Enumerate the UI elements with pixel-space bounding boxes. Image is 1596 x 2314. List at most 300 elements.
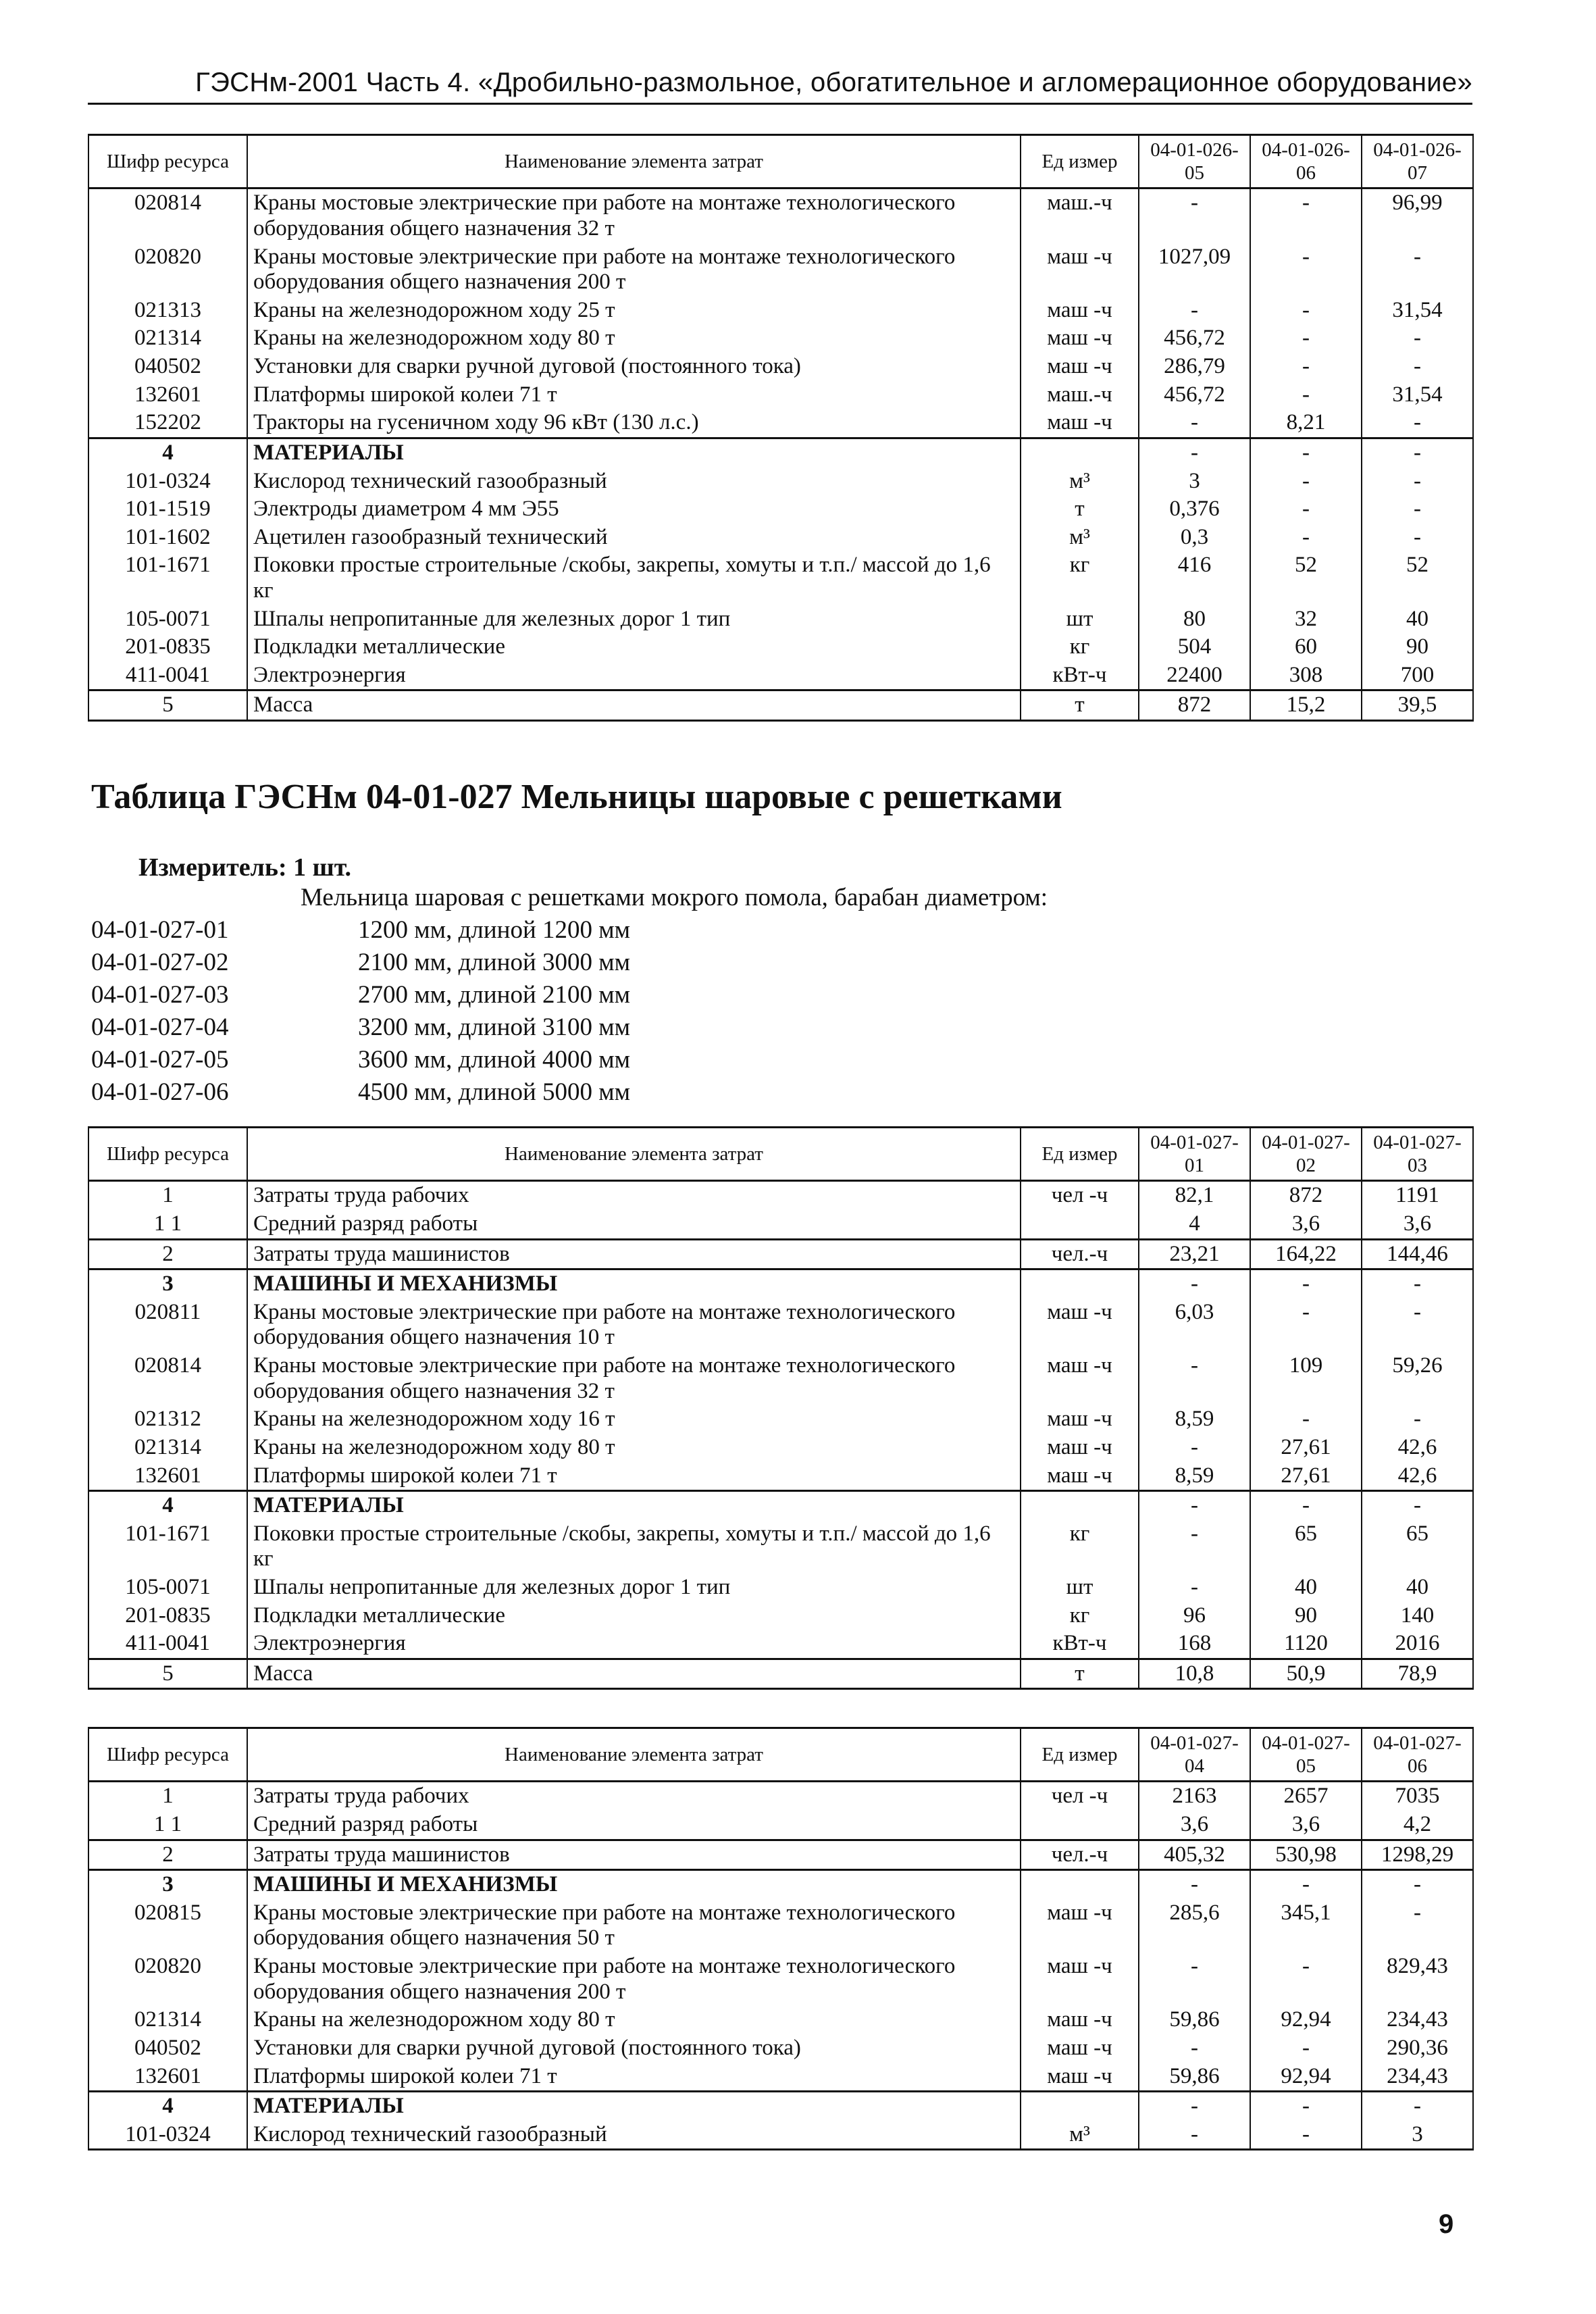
resource-code: 020814 — [88, 1352, 247, 1405]
resource-unit: м³ — [1021, 524, 1139, 552]
section-row — [88, 438, 1473, 467]
value-cell: - — [1362, 1405, 1473, 1434]
resource-unit: маш.-ч — [1021, 188, 1139, 243]
table-row — [88, 524, 1473, 552]
value-cell: - — [1250, 353, 1362, 381]
value-cell: - — [1139, 188, 1250, 243]
value-cell: 7035 — [1362, 1782, 1473, 1811]
value-cell: 96 — [1139, 1602, 1250, 1630]
resource-code: 411-0041 — [88, 661, 247, 690]
column-header: Шифр ресурса — [88, 1728, 247, 1782]
resource-unit: шт — [1021, 1574, 1139, 1602]
value-cell: 59,86 — [1139, 2006, 1250, 2034]
variant-description: 3600 мм, длиной 4000 мм — [358, 1046, 631, 1074]
value-cell: - — [1250, 2034, 1362, 2063]
table-row — [88, 1299, 1473, 1352]
value-cell: 0,3 — [1139, 524, 1250, 552]
resource-name: Подкладки металлические — [247, 1602, 1021, 1630]
table-row — [88, 468, 1473, 496]
value-cell: - — [1139, 297, 1250, 325]
resource-unit: кВт-ч — [1021, 1630, 1139, 1659]
column-header: 04-01-027-05 — [1250, 1728, 1362, 1782]
resource-unit: маш -ч — [1021, 1405, 1139, 1434]
value-cell: - — [1362, 468, 1473, 496]
table-row — [88, 1210, 1473, 1239]
resource-code: 105-0071 — [88, 605, 247, 634]
value-cell: - — [1139, 1352, 1250, 1405]
value-cell: 290,36 — [1362, 2034, 1473, 2063]
value-cell: 1120 — [1250, 1630, 1362, 1659]
table-row — [88, 605, 1473, 634]
value-cell: 65 — [1250, 1520, 1362, 1574]
value-cell: 31,54 — [1362, 297, 1473, 325]
resource-code: 201-0835 — [88, 1602, 247, 1630]
resource-name: Поковки простые строительные /скобы, закрепы, хомуты и т.п./ массой до 1,6 кг — [247, 1520, 1021, 1574]
resource-code: 1 — [88, 1181, 247, 1210]
resource-code: 152202 — [88, 409, 247, 438]
resource-code: 021314 — [88, 324, 247, 353]
resource-code: 132601 — [88, 381, 247, 409]
value-cell: 405,32 — [1139, 1840, 1250, 1870]
value-cell: 96,99 — [1362, 188, 1473, 243]
value-cell: 52 — [1362, 551, 1473, 605]
table-row — [88, 243, 1473, 297]
variant-description: 2700 мм, длиной 2100 мм — [358, 981, 631, 1009]
column-header: Наименование элемента затрат — [247, 1128, 1021, 1181]
resource-unit: маш.-ч — [1021, 381, 1139, 409]
table-row — [88, 1434, 1473, 1462]
resource-unit: чел.-ч — [1021, 1840, 1139, 1870]
value-cell: 345,1 — [1250, 1899, 1362, 1953]
value-cell: - — [1362, 243, 1473, 297]
table-header-row — [88, 1128, 1473, 1181]
variant-description: 3200 мм, длиной 3100 мм — [358, 1013, 631, 1041]
resource-unit: маш -ч — [1021, 2034, 1139, 2063]
resource-unit: кВт-ч — [1021, 661, 1139, 690]
value-cell: - — [1139, 2034, 1250, 2063]
column-header: 04-01-027-06 — [1362, 1728, 1473, 1782]
running-header: ГЭСНм-2001 Часть 4. «Дробильно-размольное, обогатительное и агломерационное оборудование» — [195, 68, 1472, 97]
value-cell: - — [1250, 297, 1362, 325]
resource-name: МАШИНЫ И МЕХАНИЗМЫ — [247, 1269, 1021, 1299]
value-cell: 456,72 — [1139, 324, 1250, 353]
resource-name: Краны мостовые электрические при работе на монтаже технологического оборудования общего назначения 200 т — [247, 243, 1021, 297]
resource-name: Электроэнергия — [247, 661, 1021, 690]
resource-name: Кислород технический газообразный — [247, 468, 1021, 496]
value-cell: - — [1139, 438, 1250, 467]
resource-name: Затраты труда машинистов — [247, 1840, 1021, 1870]
variant-description: 4500 мм, длиной 5000 мм — [358, 1078, 631, 1106]
resource-code: 040502 — [88, 2034, 247, 2063]
resource-code: 4 — [88, 438, 247, 467]
resource-unit: маш -ч — [1021, 1462, 1139, 1491]
table-row — [88, 1602, 1473, 1630]
value-cell: - — [1139, 1269, 1250, 1299]
value-cell: 22400 — [1139, 661, 1250, 690]
page-number: 9 — [1439, 2209, 1454, 2239]
value-cell: 40 — [1362, 605, 1473, 634]
value-cell: - — [1250, 1405, 1362, 1434]
value-cell: 234,43 — [1362, 2063, 1473, 2092]
variant-list — [91, 915, 630, 1110]
value-cell: 3,6 — [1139, 1811, 1250, 1840]
value-cell: 50,9 — [1250, 1659, 1362, 1689]
table-row — [88, 409, 1473, 438]
resource-name: Поковки простые строительные /скобы, закрепы, хомуты и т.п./ массой до 1,6 кг — [247, 551, 1021, 605]
value-cell: 10,8 — [1139, 1659, 1250, 1689]
value-cell: 32 — [1250, 605, 1362, 634]
resource-code: 101-1519 — [88, 495, 247, 524]
value-cell: - — [1250, 438, 1362, 467]
table-row — [88, 1239, 1473, 1269]
value-cell: 168 — [1139, 1630, 1250, 1659]
table-row — [88, 495, 1473, 524]
value-cell: 52 — [1250, 551, 1362, 605]
resource-name: Электроэнергия — [247, 1630, 1021, 1659]
value-cell: - — [1362, 524, 1473, 552]
variant-code: 04-01-027-04 — [91, 1013, 229, 1041]
column-header: Шифр ресурса — [88, 135, 247, 188]
resource-unit: маш -ч — [1021, 1953, 1139, 2006]
value-cell: 3 — [1362, 2121, 1473, 2150]
resource-code: 020820 — [88, 243, 247, 297]
value-cell: 78,9 — [1362, 1659, 1473, 1689]
variant-item — [91, 980, 630, 1013]
variant-item — [91, 1078, 630, 1110]
resource-name: Краны на железнодорожном ходу 25 т — [247, 297, 1021, 325]
resource-code: 101-0324 — [88, 2121, 247, 2150]
resource-code: 3 — [88, 1269, 247, 1299]
table-row — [88, 1574, 1473, 1602]
resource-unit: м³ — [1021, 2121, 1139, 2150]
value-cell: 90 — [1250, 1602, 1362, 1630]
resource-code: 132601 — [88, 1462, 247, 1491]
resource-name: Затраты труда машинистов — [247, 1239, 1021, 1269]
value-cell: 4,2 — [1362, 1811, 1473, 1840]
table-row — [88, 551, 1473, 605]
resource-table-026 — [88, 134, 1474, 722]
table-row — [88, 324, 1473, 353]
column-header: 04-01-027-02 — [1250, 1128, 1362, 1181]
value-cell: - — [1362, 438, 1473, 467]
value-cell: 92,94 — [1250, 2006, 1362, 2034]
resource-code: 1 1 — [88, 1210, 247, 1239]
resource-name: Кислород технический газообразный — [247, 2121, 1021, 2150]
value-cell: 286,79 — [1139, 353, 1250, 381]
value-cell: - — [1250, 495, 1362, 524]
resource-code: 101-1602 — [88, 524, 247, 552]
value-cell: 700 — [1362, 661, 1473, 690]
value-cell: - — [1139, 1520, 1250, 1574]
value-cell: - — [1250, 243, 1362, 297]
resource-name: Средний разряд работы — [247, 1811, 1021, 1840]
column-header: 04-01-026-05 — [1139, 135, 1250, 188]
resource-unit: маш -ч — [1021, 1299, 1139, 1352]
value-cell: 42,6 — [1362, 1462, 1473, 1491]
resource-unit: маш -ч — [1021, 1434, 1139, 1462]
resource-code: 2 — [88, 1239, 247, 1269]
resource-unit: кг — [1021, 551, 1139, 605]
resource-name: Средний разряд работы — [247, 1210, 1021, 1239]
value-cell: - — [1139, 1870, 1250, 1899]
resource-code: 1 — [88, 1782, 247, 1811]
value-cell: - — [1139, 409, 1250, 438]
table-row — [88, 353, 1473, 381]
table-row — [88, 1811, 1473, 1840]
resource-code: 021313 — [88, 297, 247, 325]
resource-name: Тракторы на гусеничном ходу 96 кВт (130 л.с.) — [247, 409, 1021, 438]
resource-unit: маш -ч — [1021, 409, 1139, 438]
value-cell: 31,54 — [1362, 381, 1473, 409]
resource-code: 101-1671 — [88, 1520, 247, 1574]
value-cell: - — [1250, 524, 1362, 552]
variant-item — [91, 1013, 630, 1045]
value-cell: 40 — [1250, 1574, 1362, 1602]
resource-name: Платформы широкой колеи 71 т — [247, 1462, 1021, 1491]
resource-name: Затраты труда рабочих — [247, 1782, 1021, 1811]
resource-unit: м³ — [1021, 468, 1139, 496]
value-cell: 2163 — [1139, 1782, 1250, 1811]
value-cell: - — [1362, 324, 1473, 353]
value-cell: 109 — [1250, 1352, 1362, 1405]
value-cell: 65 — [1362, 1520, 1473, 1574]
value-cell: - — [1362, 353, 1473, 381]
column-header: Наименование элемента затрат — [247, 135, 1021, 188]
value-cell: 140 — [1362, 1602, 1473, 1630]
resource-name: Ацетилен газообразный технический — [247, 524, 1021, 552]
resource-unit: кг — [1021, 1520, 1139, 1574]
resource-name: Шпалы непропитанные для железных дорог 1 тип — [247, 1574, 1021, 1602]
variant-code: 04-01-027-03 — [91, 981, 229, 1009]
resource-unit — [1021, 1491, 1139, 1520]
value-cell: - — [1250, 1870, 1362, 1899]
resource-name: Подкладки металлические — [247, 633, 1021, 661]
value-cell: 4 — [1139, 1210, 1250, 1239]
resource-unit: маш -ч — [1021, 353, 1139, 381]
variant-item — [91, 915, 630, 948]
value-cell: 90 — [1362, 633, 1473, 661]
resource-unit: чел -ч — [1021, 1181, 1139, 1210]
resource-code: 020815 — [88, 1899, 247, 1953]
value-cell: 8,21 — [1250, 409, 1362, 438]
table-row — [88, 1630, 1473, 1659]
value-cell: 3,6 — [1250, 1210, 1362, 1239]
resource-code: 101-0324 — [88, 468, 247, 496]
value-cell: - — [1362, 1269, 1473, 1299]
resource-unit: маш -ч — [1021, 1352, 1139, 1405]
value-cell: - — [1250, 1953, 1362, 2006]
meter-label: Измеритель: 1 шт. — [138, 853, 352, 882]
variant-code: 04-01-027-06 — [91, 1078, 229, 1106]
resource-code: 5 — [88, 1659, 247, 1689]
table-row — [88, 381, 1473, 409]
value-cell: 39,5 — [1362, 690, 1473, 721]
value-cell: - — [1362, 1870, 1473, 1899]
value-cell: - — [1139, 1574, 1250, 1602]
table-header-row — [88, 1728, 1473, 1782]
value-cell: 504 — [1139, 633, 1250, 661]
table-row — [88, 1181, 1473, 1210]
value-cell: - — [1362, 1899, 1473, 1953]
resource-name: Краны на железнодорожном ходу 80 т — [247, 324, 1021, 353]
value-cell: - — [1250, 468, 1362, 496]
resource-code: 020811 — [88, 1299, 247, 1352]
resource-name: Краны на железнодорожном ходу 80 т — [247, 1434, 1021, 1462]
table-intro: Мельница шаровая с решетками мокрого помола, барабан диаметром: — [301, 884, 1048, 911]
value-cell: - — [1139, 2092, 1250, 2121]
section-row — [88, 1491, 1473, 1520]
value-cell: 15,2 — [1250, 690, 1362, 721]
value-cell: 2016 — [1362, 1630, 1473, 1659]
resource-name: Краны мостовые электрические при работе на монтаже технологического оборудования общего назначения 32 т — [247, 1352, 1021, 1405]
table-row — [88, 1840, 1473, 1870]
resource-name: Установки для сварки ручной дуговой (постоянного тока) — [247, 353, 1021, 381]
column-header: Ед измер — [1021, 1128, 1139, 1181]
value-cell: 40 — [1362, 1574, 1473, 1602]
resource-unit: шт — [1021, 605, 1139, 634]
section-row — [88, 1870, 1473, 1899]
value-cell: 8,59 — [1139, 1462, 1250, 1491]
resource-name: Масса — [247, 1659, 1021, 1689]
resource-name: МАТЕРИАЛЫ — [247, 2092, 1021, 2121]
resource-unit — [1021, 1811, 1139, 1840]
value-cell: - — [1250, 1491, 1362, 1520]
value-cell: - — [1250, 1299, 1362, 1352]
resource-name: Установки для сварки ручной дуговой (постоянного тока) — [247, 2034, 1021, 2063]
variant-code: 04-01-027-05 — [91, 1046, 229, 1074]
resource-table-027-part2 — [88, 1727, 1474, 2150]
table-row — [88, 690, 1473, 721]
resource-unit: маш -ч — [1021, 2006, 1139, 2034]
table-row — [88, 1520, 1473, 1574]
value-cell: 416 — [1139, 551, 1250, 605]
resource-name: МАТЕРИАЛЫ — [247, 1491, 1021, 1520]
resource-unit: маш -ч — [1021, 243, 1139, 297]
variant-description: 1200 мм, длиной 1200 мм — [358, 916, 631, 944]
resource-name: Платформы широкой колеи 71 т — [247, 2063, 1021, 2092]
resource-name: Краны мостовые электрические при работе на монтаже технологического оборудования общего назначения 200 т — [247, 1953, 1021, 2006]
table-row — [88, 188, 1473, 243]
resource-code: 132601 — [88, 2063, 247, 2092]
resource-unit: т — [1021, 495, 1139, 524]
resource-unit: кг — [1021, 633, 1139, 661]
resource-code: 4 — [88, 1491, 247, 1520]
value-cell: 59,86 — [1139, 2063, 1250, 2092]
value-cell: 164,22 — [1250, 1239, 1362, 1269]
value-cell: - — [1139, 2121, 1250, 2150]
table-row — [88, 2034, 1473, 2063]
resource-name: МАШИНЫ И МЕХАНИЗМЫ — [247, 1870, 1021, 1899]
column-header: Ед измер — [1021, 135, 1139, 188]
resource-unit: чел.-ч — [1021, 1239, 1139, 1269]
resource-unit — [1021, 438, 1139, 467]
value-cell: 80 — [1139, 605, 1250, 634]
value-cell: - — [1362, 409, 1473, 438]
value-cell: 0,376 — [1139, 495, 1250, 524]
variant-item — [91, 1045, 630, 1078]
resource-name: Краны мостовые электрические при работе на монтаже технологического оборудования общего назначения 50 т — [247, 1899, 1021, 1953]
value-cell: 60 — [1250, 633, 1362, 661]
value-cell: 3,6 — [1362, 1210, 1473, 1239]
resource-unit: маш -ч — [1021, 1899, 1139, 1953]
table-row — [88, 1659, 1473, 1689]
value-cell: 82,1 — [1139, 1181, 1250, 1210]
variant-item — [91, 948, 630, 980]
value-cell: - — [1139, 1953, 1250, 2006]
resource-name: Краны мостовые электрические при работе на монтаже технологического оборудования общего назначения 10 т — [247, 1299, 1021, 1352]
value-cell: - — [1250, 188, 1362, 243]
value-cell: 456,72 — [1139, 381, 1250, 409]
resource-unit — [1021, 1870, 1139, 1899]
table-title: Таблица ГЭСНм 04-01-027 Мельницы шаровые с решетками — [91, 778, 1062, 816]
table-row — [88, 1953, 1473, 2006]
resource-unit — [1021, 2092, 1139, 2121]
value-cell: - — [1362, 2092, 1473, 2121]
resource-code: 040502 — [88, 353, 247, 381]
resource-code: 2 — [88, 1840, 247, 1870]
value-cell: - — [1362, 1491, 1473, 1520]
resource-unit: кг — [1021, 1602, 1139, 1630]
resource-unit: маш -ч — [1021, 2063, 1139, 2092]
resource-code: 101-1671 — [88, 551, 247, 605]
value-cell: 144,46 — [1362, 1239, 1473, 1269]
value-cell: 27,61 — [1250, 1434, 1362, 1462]
value-cell: 92,94 — [1250, 2063, 1362, 2092]
value-cell: 1191 — [1362, 1181, 1473, 1210]
resource-unit: т — [1021, 690, 1139, 721]
section-row — [88, 1269, 1473, 1299]
value-cell: 234,43 — [1362, 2006, 1473, 2034]
value-cell: 59,26 — [1362, 1352, 1473, 1405]
resource-code: 021312 — [88, 1405, 247, 1434]
value-cell: - — [1250, 2092, 1362, 2121]
resource-code: 4 — [88, 2092, 247, 2121]
value-cell: - — [1139, 1491, 1250, 1520]
resource-name: МАТЕРИАЛЫ — [247, 438, 1021, 467]
value-cell: 872 — [1139, 690, 1250, 721]
resource-table-027-part1 — [88, 1126, 1474, 1690]
column-header: Наименование элемента затрат — [247, 1728, 1021, 1782]
value-cell: 6,03 — [1139, 1299, 1250, 1352]
column-header: 04-01-026-07 — [1362, 135, 1473, 188]
resource-code: 411-0041 — [88, 1630, 247, 1659]
variant-description: 2100 мм, длиной 3000 мм — [358, 949, 631, 976]
column-header: 04-01-027-04 — [1139, 1728, 1250, 1782]
resource-name: Краны мостовые электрические при работе на монтаже технологического оборудования общего назначения 32 т — [247, 188, 1021, 243]
resource-code: 1 1 — [88, 1811, 247, 1840]
value-cell: 8,59 — [1139, 1405, 1250, 1434]
value-cell: 1298,29 — [1362, 1840, 1473, 1870]
resource-unit: маш -ч — [1021, 324, 1139, 353]
resource-unit — [1021, 1210, 1139, 1239]
value-cell: - — [1362, 495, 1473, 524]
table-row — [88, 297, 1473, 325]
variant-code: 04-01-027-01 — [91, 916, 229, 944]
resource-code: 020820 — [88, 1953, 247, 2006]
column-header: 04-01-027-01 — [1139, 1128, 1250, 1181]
resource-code: 5 — [88, 690, 247, 721]
value-cell: 872 — [1250, 1181, 1362, 1210]
table-row — [88, 633, 1473, 661]
table-header-row — [88, 135, 1473, 188]
header-rule — [88, 103, 1472, 105]
table-row — [88, 2006, 1473, 2034]
value-cell: - — [1250, 381, 1362, 409]
resource-code: 021314 — [88, 2006, 247, 2034]
value-cell: - — [1250, 1269, 1362, 1299]
resource-name: Краны на железнодорожном ходу 80 т — [247, 2006, 1021, 2034]
resource-unit — [1021, 1269, 1139, 1299]
